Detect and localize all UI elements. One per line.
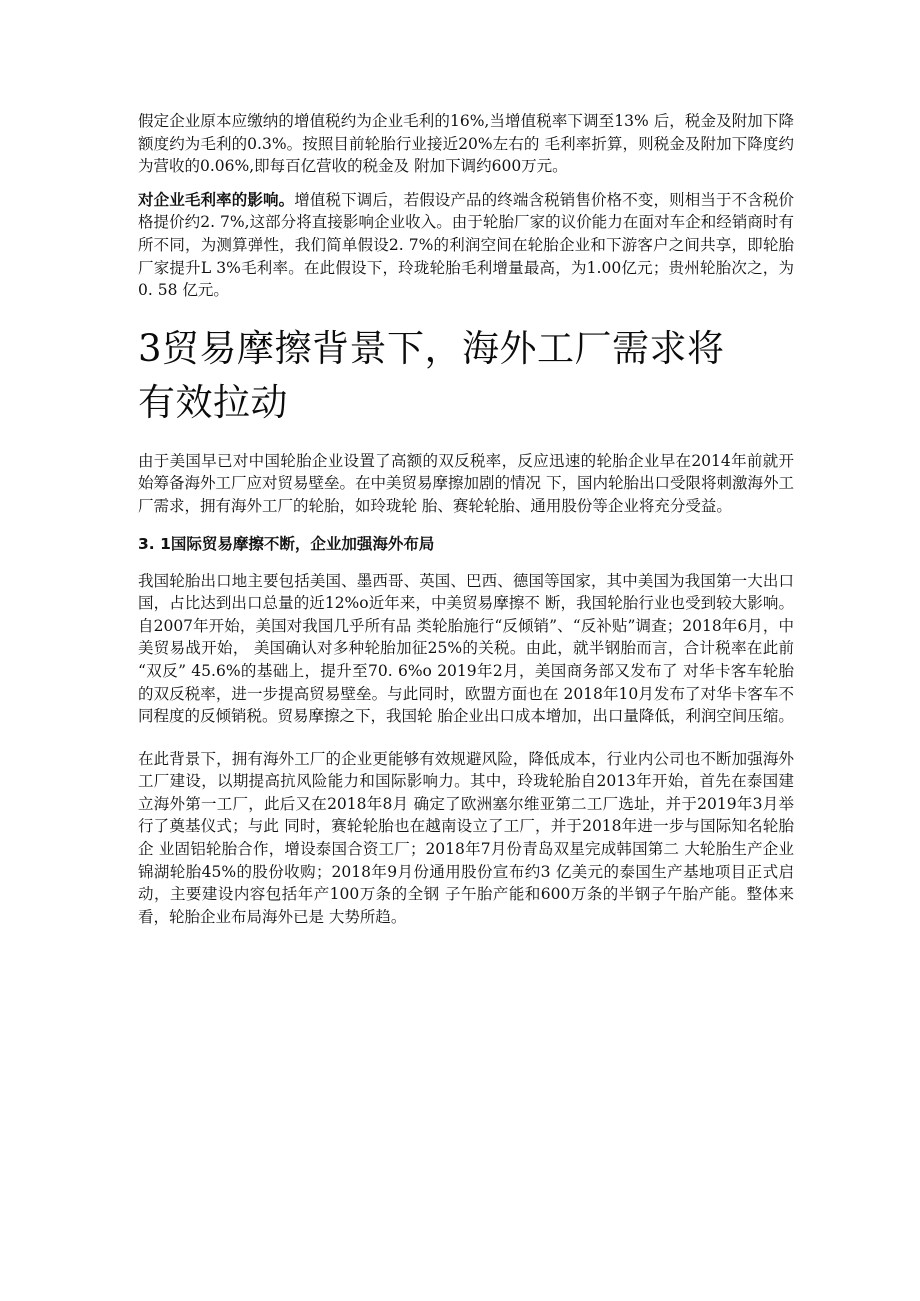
subsection-heading-3-1: 3. 1国际贸易摩擦不断，企业加强海外布局	[138, 534, 435, 553]
paragraph-gross-margin-impact	[138, 189, 794, 302]
section-heading-3: 3贸易摩擦背景下，海外工厂需求将有效拉动	[138, 326, 725, 424]
spacer	[138, 302, 794, 322]
paragraph-vat-tax-impact: 假定企业原本应缴纳的增值税约为企业毛利的16%,当增值税率下调至13% 后，税金及附加下降额度约为毛利的0.3%。按照目前轮胎行业接近20%左右的 毛利率折算，则税金及附加下降度约为营收的0.06%,即每百亿营收的税金及 附加下调约600万元。	[138, 112, 794, 176]
spacer	[138, 178, 794, 189]
spacer	[138, 518, 794, 532]
paragraph-body-text: 增值税下调后，若假设产品的终端含税销售价格不变，则相当于不含税价格提价约2. 7%,这部分将直接影响企业收入。由于轮胎厂家的议价能力在面对车企和经销商时有所不同，为测算弹性，我们简单假设2. 7%的利润空间在轮胎企业和下游客户之间共享，即轮胎厂家提升L 3%毛利率。在此假设下，玲珑轮胎毛利增量最高，为1.00亿元；贵州轮胎次之，为0. 58 亿元。	[138, 190, 794, 300]
spacer	[138, 556, 794, 570]
paragraph-overseas-factories: 在此背景下，拥有海外工厂的企业更能够有效规避风险，降低成本，行业内公司也不断加强海外工厂建设，以期提高抗风险能力和国际影响力。其中，玲珑轮胎自2013年开始，首先在泰国建立海外第一工厂，此后又在2018年8月 确定了欧洲塞尔维亚第二工厂选址，并于2019年3月举行了奠基仪式；与此 同时，赛轮轮胎也在越南设立了工厂，并于2018年进一步与国际知名轮胎企 业固铝轮胎合作，增设泰国合资工厂；2018年7月份青岛双星完成韩国第二 大轮胎生产企业锦湖轮胎45%的股份收购；2018年9月份通用股份宣布约3 亿美元的泰国生产基地项目正式启动，主要建设内容包括年产100万条的全钢 子午胎产能和600万条的半钢子午胎产能。整体来看，轮胎企业布局海外已是 大势所趋。	[138, 749, 794, 926]
paragraph-bold-lead: 对企业毛利率的影响。	[138, 189, 295, 209]
spacer	[138, 430, 794, 450]
spacer	[138, 728, 794, 748]
document-page	[138, 110, 794, 928]
paragraph-section-3-intro: 由于美国早已对中国轮胎企业设置了高额的双反税率，反应迅速的轮胎企业早在2014年前就开始筹备海外工厂应对贸易壁垒。在中美贸易摩擦加剧的情况 下，国内轮胎出口受限将刺激海外工厂需求，拥有海外工厂的轮胎，如玲珑轮 胎、赛轮轮胎、通用股份等企业将充分受益。	[138, 451, 794, 515]
paragraph-export-trade-friction: 我国轮胎出口地主要包括美国、墨西哥、英国、巴西、德国等国家，其中美国为我国第一大出口国，占比达到出口总量的近12%o近年来，中美贸易摩擦不 断，我国轮胎行业也受到较大影响。自2007年开始，美国对我国几乎所有品 类轮胎施行“反倾销”、“反补贴”调查；2018年6月，中美贸易战开始， 美国确认对多种轮胎加征25%的关税。由此，就半钢胎而言，合计税率在此前 “双反” 45.6%的基础上，提升至70. 6%o 2019年2月，美国商务部又发布了 对华卡客车轮胎的双反税率，进一步提高贸易壁垒。与此同时，欧盟方面也在 2018年10月发布了对华卡客车不同程度的反倾销税。贸易摩擦之下，我国轮 胎企业出口成本增加，出口量降低，利润空间压缩。	[138, 571, 794, 726]
